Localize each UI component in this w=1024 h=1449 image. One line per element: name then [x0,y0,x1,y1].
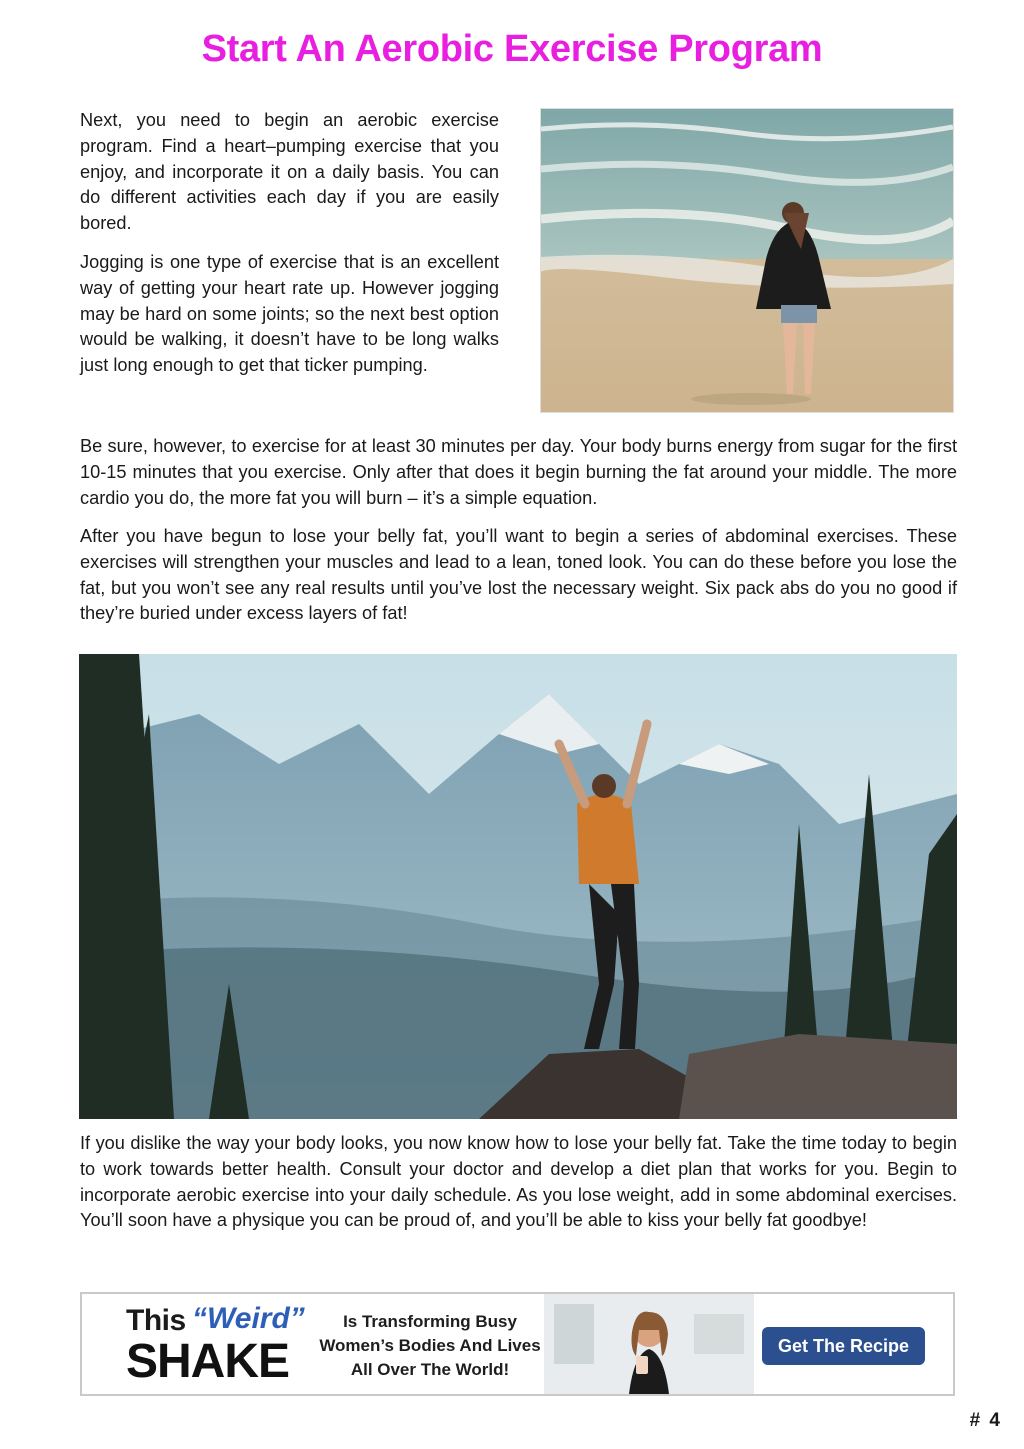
banner-tagline-line-3: All Over The World! [350,1360,510,1379]
recipe-ad-banner[interactable] [80,1292,955,1396]
paragraph-conclusion: If you dislike the way your body looks, you now know how to lose your belly fat. Take the time today to begin to work towards better health. Consult your doctor and develop a diet plan that works for you. Begin to incorporate aerobic exercise into your daily schedule. As you lose weight, add in some abdominal exercises. You’ll soon have a physique you can be proud of, and you’ll be able to kiss your belly fat goodbye! [80,1133,957,1231]
paragraph-jogging: Jogging is one type of exercise that is an excellent way of getting your heart rate up. However jogging may be hard on some joints; so the next best option would be walking, it doesn’t have to be long walks just long enough to get that ticker pumping. [80,252,499,376]
banner-weird-text: “Weird” [192,1302,305,1335]
page-title: Start An Aerobic Exercise Program [201,28,823,70]
banner-shake-text: SHAKE [126,1335,290,1388]
banner-tagline-line-1: Is Transforming Busy [343,1312,517,1331]
beach-photo [540,108,954,413]
page-number: # 4 [969,1410,1002,1431]
paragraph-duration: Be sure, however, to exercise for at least 30 minutes per day. Your body burns energy from sugar for the first 10-15 minutes that you exercise. Only after that does it begin burning the fat around your middle. The more cardio you do, the more fat you will burn – it’s a simple equation. [80,436,957,508]
paragraph-intro: Next, you need to begin an aerobic exercise program. Find a heart–pumping exercise that you enjoy, and incorporate it on a daily basis. You can do different activities each day if you are easily bored. [80,110,499,234]
mountain-photo [79,654,957,1119]
paragraph-abdominal: After you have begun to lose your belly fat, you’ll want to begin a series of abdominal exercises. These exercises will strengthen your muscles and lead to a lean, toned look. You can do these before you lose the fat, but you won’t see any real results until you’ve lost the necessary weight. Six pack abs do you no good if they’re buried under excess layers of fat! [80,526,957,624]
banner-woman-photo [544,1294,754,1394]
get-recipe-button[interactable]: Get The Recipe [762,1327,925,1365]
banner-tagline-line-2: Women’s Bodies And Lives [319,1336,541,1355]
banner-this-text: This [126,1304,186,1337]
banner-tagline [310,1310,550,1382]
